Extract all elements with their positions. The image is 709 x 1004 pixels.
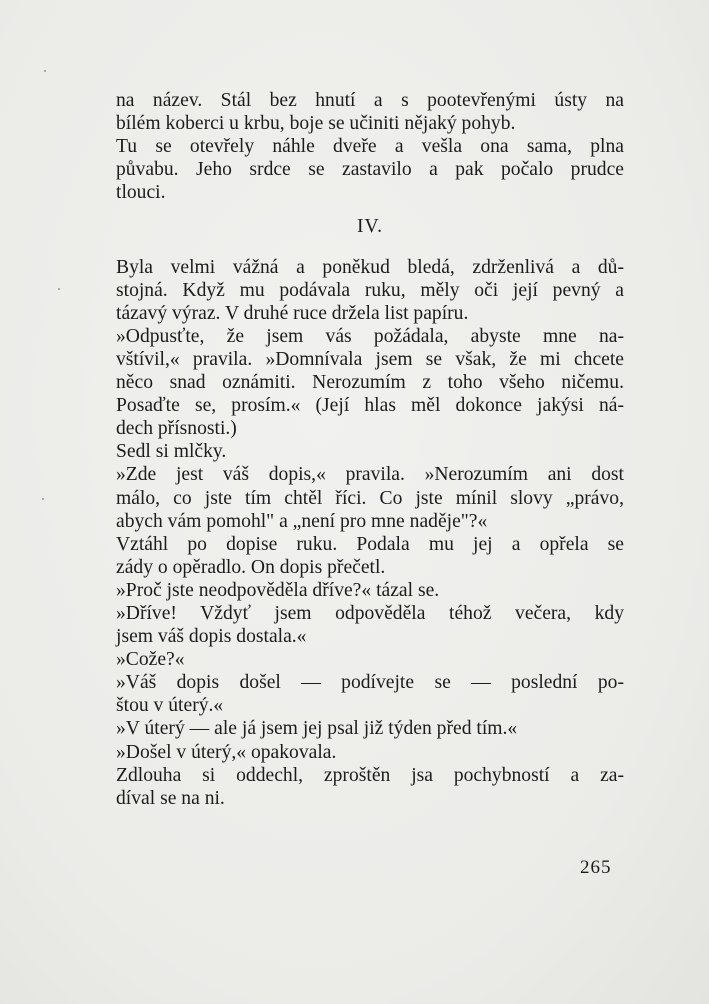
text-line: »Cože?« (116, 649, 185, 671)
chapter-heading: IV. (356, 216, 384, 238)
paper-speck (44, 70, 46, 72)
paper-speck (58, 288, 60, 290)
text-line: Posaďte se, prosím.« (Její hlas měl dokonce jakýsi ná- (116, 395, 624, 417)
text-line: Vztáhl po dopise ruku. Podala mu jej a opřela se (116, 533, 624, 555)
text-line: Zdlouha si oddechl, zproštěn jsa pochybností a za- (116, 764, 624, 786)
text-line: zády o opěradlo. On dopis přečetl. (116, 556, 386, 578)
text-line: dech přísnosti.) (116, 418, 237, 440)
text-line: bílém koberci u krbu, boje se učiniti nějaký pohyb. (116, 113, 516, 135)
text-line: tázavý výraz. V druhé ruce držela list papíru. (116, 302, 469, 324)
text-line: abych vám pomohl" a „není pro mne naděje"?« (116, 510, 488, 532)
text-line: Sedl si mlčky. (116, 441, 227, 463)
text-line: málo, co jste tím chtěl říci. Co jste mínil slovy „právo, (116, 487, 624, 509)
text-line: stojná. Když mu podávala ruku, měly oči její pevný a (116, 279, 624, 301)
text-line: »Dříve! Vždyť jsem odpověděla téhož večera, kdy (116, 602, 624, 624)
text-line: »Proč jste neodpověděla dříve?« tázal se. (116, 579, 440, 601)
text-line: »Došel v úterý,« opakovala. (116, 741, 337, 763)
page-text (116, 89, 624, 810)
text-line: tlouci. (116, 182, 166, 204)
text-line: »Zde jest váš dopis,« pravila. »Nerozumím ani dost (116, 464, 624, 486)
page-number: 265 (580, 857, 612, 878)
text-line: »Váš dopis došel — podívejte se — poslední po- (116, 672, 624, 694)
text-line: štou v úterý.« (116, 695, 224, 717)
text-line: Tu se otevřely náhle dveře a vešla ona sama, plna (116, 136, 624, 158)
text-line: »V úterý — ale já jsem jej psal již týden před tím.« (116, 718, 518, 740)
paper-speck (42, 498, 44, 500)
text-line: něco snad oznámiti. Nerozumím z toho všeho ničemu. (116, 372, 624, 394)
text-line: Byla velmi vážná a poněkud bledá, zdrženlivá a dů- (116, 256, 624, 278)
text-line: na název. Stál bez hnutí a s pootevřenými ústy na (116, 90, 624, 111)
text-line: vštívil,« pravila. »Domnívala jsem se však, že mi chcete (116, 348, 624, 370)
text-line: »Odpusťte, že jsem vás požádala, abyste mne na- (116, 325, 624, 347)
text-line: jsem váš dopis dostala.« (116, 626, 307, 648)
text-line: půvabu. Jeho srdce se zastavilo a pak počalo prudce (116, 159, 624, 181)
text-line: díval se na ni. (116, 787, 225, 809)
